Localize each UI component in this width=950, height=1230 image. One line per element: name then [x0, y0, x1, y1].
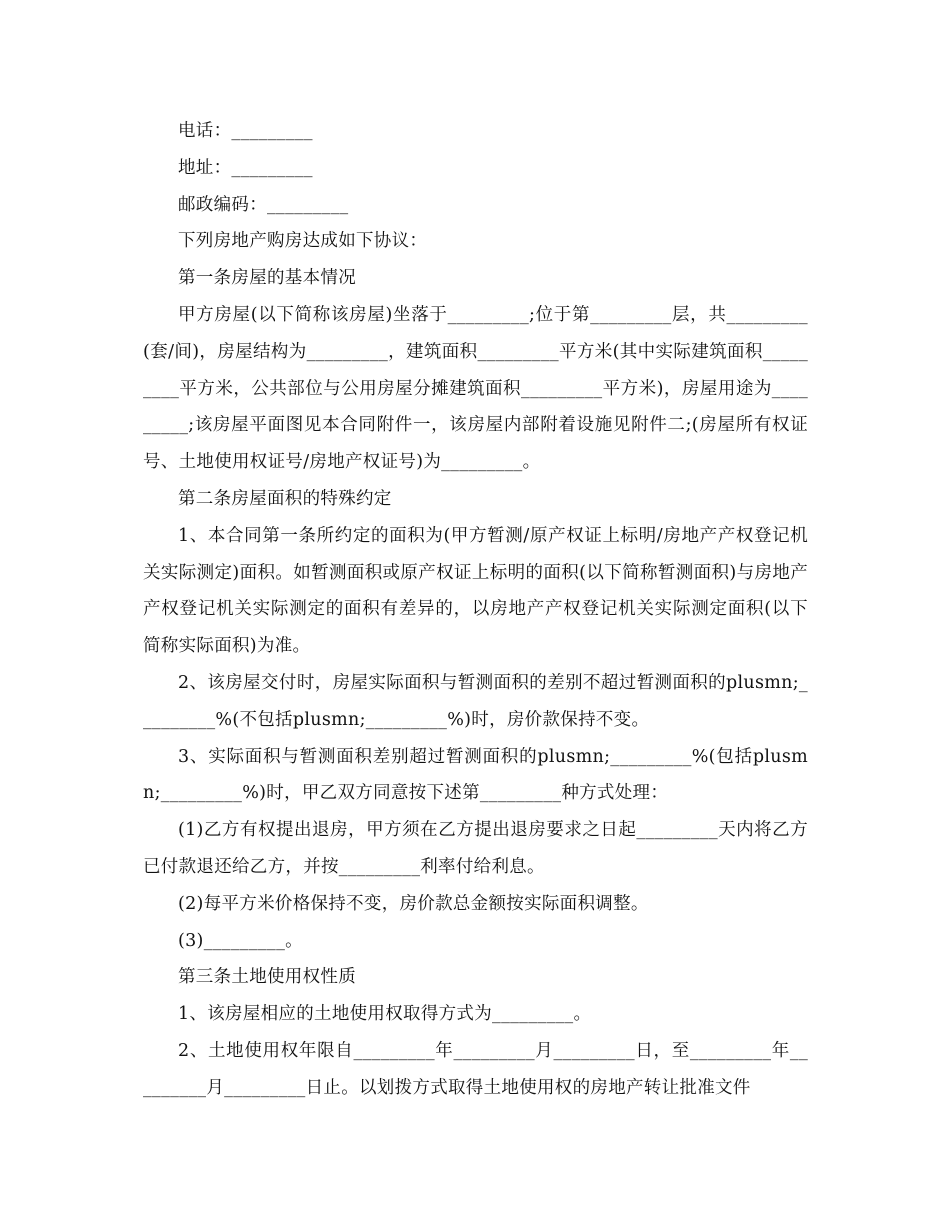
option-1: (1)乙方有权提出退房，甲方须在乙方提出退房要求之日起_________天内将乙方已付款退还给乙方，并按_________利率付给利息。 — [143, 820, 808, 877]
article-1-paragraph: 甲方房屋(以下简称该房屋)坐落于_________;位于第_________层，共_________(套/间)，房屋结构为_________，建筑面积_________平方米(其中实际建筑面积_________平方米，公共部位与公用房屋分摊建筑面积_________平方米)，房屋用途为_________;该房屋平面图见本合同附件一，该房屋内部附着设施见附件二;(房屋所有权证号、土地使用权证号/房地产权证号)为_________。 — [143, 304, 808, 473]
article-2-clause-1: 1、本合同第一条所约定的面积为(甲方暂测/原产权证上标明/房地产产权登记机关实际测定)面积。如暂测面积或原产权证上标明的面积(以下简称暂测面积)与房地产产权登记机关实际测定的面积有差异的，以房地产产权登记机关实际测定面积(以下简称实际面积)为准。 — [143, 525, 808, 657]
agreement-intro: 下列房地产购房达成如下协议： — [178, 231, 428, 252]
article-3-clause-2: 2、土地使用权年限自_________年_________月_________日，至_________年_________月_________日止。以划拨方式取得土地使用权的房地产转让批准文件 — [143, 1040, 808, 1098]
article-3-clause-1: 1、该房屋相应的土地使用权取得方式为_________。 — [178, 1004, 592, 1025]
article-2-heading: 第二条房屋面积的特殊约定 — [178, 488, 392, 509]
article-3-heading: 第三条土地使用权性质 — [178, 967, 356, 988]
address-line: 地址：_________ — [178, 157, 313, 178]
option-2: (2)每平方米价格保持不变，房价款总金额按实际面积调整。 — [178, 893, 649, 914]
option-3: (3)_________。 — [178, 930, 303, 951]
article-2-clause-2: 2、该房屋交付时，房屋实际面积与暂测面积的差别不超过暂测面积的plusmn;_________%(不包括plusmn;_________%)时，房价款保持不变。 — [143, 672, 808, 730]
article-1-heading: 第一条房屋的基本情况 — [178, 268, 356, 289]
contract-body — [143, 113, 808, 1107]
postcode-line: 邮政编码：_________ — [178, 194, 349, 215]
phone-line: 电话：_________ — [178, 121, 313, 141]
article-2-clause-3: 3、实际面积与暂测面积差别超过暂测面积的plusmn;_________%(包括plusmn;_________%)时，甲乙双方同意按下述第_________种方式处理： — [143, 746, 808, 804]
